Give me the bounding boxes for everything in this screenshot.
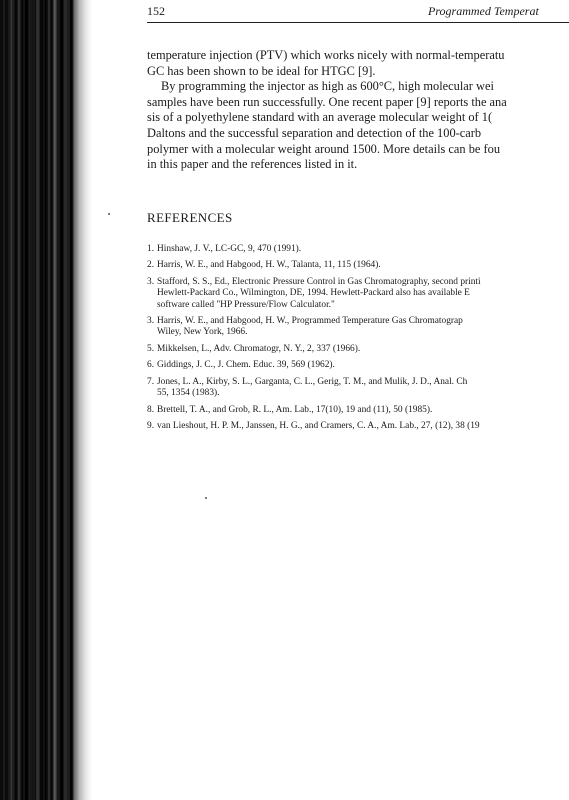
reference-item	[147, 421, 569, 432]
text-line: By programming the injector as high as 600°C, high molecular wei	[161, 79, 494, 94]
reference-text: 55, 1354 (1983).	[157, 388, 220, 399]
reference-number: 7.	[147, 376, 155, 387]
reference-item	[147, 244, 569, 255]
running-title: Programmed Temperat	[428, 4, 539, 18]
reference-text: Jones, L. A., Kirby, S. L., Garganta, C. L., Gerig, T. M., and Mulik, J. D., Anal. Ch	[157, 376, 468, 387]
reference-text: Harris, W. E., and Habgood, H. W., Programmed Temperature Gas Chromatograp	[157, 316, 463, 327]
reference-number: 5.	[147, 343, 155, 354]
reference-text: Wiley, New York, 1966.	[157, 327, 248, 338]
paragraph-2	[147, 79, 569, 173]
reference-item	[147, 260, 569, 271]
text-line: GC has been shown to be ideal for HTGC [9].	[147, 63, 376, 78]
reference-number: 9.	[147, 421, 155, 432]
reference-number: 8.	[147, 404, 155, 415]
reference-text: Giddings, J. C., J. Chem. Educ. 39, 569 (1962).	[157, 360, 335, 371]
reference-text: software called "HP Pressure/Flow Calculator."	[157, 299, 335, 310]
text-line: Daltons and the successful separation and detection of the 100-carb	[147, 125, 482, 140]
paragraph-1	[147, 48, 569, 79]
reference-text: Brettell, T. A., and Grob, R. L., Am. Lab., 17(10), 19 and (11), 50 (1985).	[157, 404, 433, 415]
reference-item	[147, 405, 569, 416]
reference-number: 2.	[147, 260, 155, 271]
reference-number: 6.	[147, 360, 155, 371]
reference-text: Mikkelsen, L., Adv. Chromatogr, N. Y., 2, 337 (1966).	[157, 343, 361, 354]
page-number: 152	[147, 4, 165, 18]
book-page	[147, 0, 569, 800]
reference-item	[147, 360, 569, 371]
reference-number: 3.	[147, 276, 155, 287]
text-line: in this paper and the references listed in it.	[147, 157, 358, 172]
text-line: polymer with a molecular weight around 1500. More details can be fou	[147, 141, 501, 156]
references-heading: REFERENCES	[147, 210, 233, 225]
reference-number: 3.	[147, 316, 155, 327]
reference-item	[147, 377, 569, 400]
running-header	[147, 4, 569, 23]
text-line: sis of a polyethylene standard with an average molecular weight of 1(	[147, 110, 493, 125]
binding-streaks	[0, 0, 80, 800]
reference-text: Hewlett-Packard Co., Wilmington, DE, 1994. Hewlett-Packard also has available E	[157, 288, 470, 299]
reference-number: 1.	[147, 244, 155, 254]
scan-speck	[108, 213, 110, 215]
body-text	[147, 48, 569, 173]
references-list	[147, 244, 569, 438]
text-line: temperature injection (PTV) which works nicely with normal-temperatu	[147, 48, 505, 62]
reference-item	[147, 344, 569, 355]
reference-text: Harris, W. E., and Habgood, H. W., Talanta, 11, 115 (1964).	[157, 260, 381, 271]
reference-text: Stafford, S. S., Ed., Electronic Pressure Control in Gas Chromatography, second printi	[157, 276, 481, 287]
reference-item	[147, 277, 569, 311]
text-line: samples have been run successfully. One recent paper [9] reports the ana	[147, 94, 507, 109]
reference-text: van Lieshout, H. P. M., Janssen, H. G., and Cramers, C. A., Am. Lab., 27, (12), 38 (19	[157, 421, 480, 432]
reference-item	[147, 316, 569, 339]
reference-text: Hinshaw, J. V., LC-GC, 9, 470 (1991).	[157, 244, 302, 254]
